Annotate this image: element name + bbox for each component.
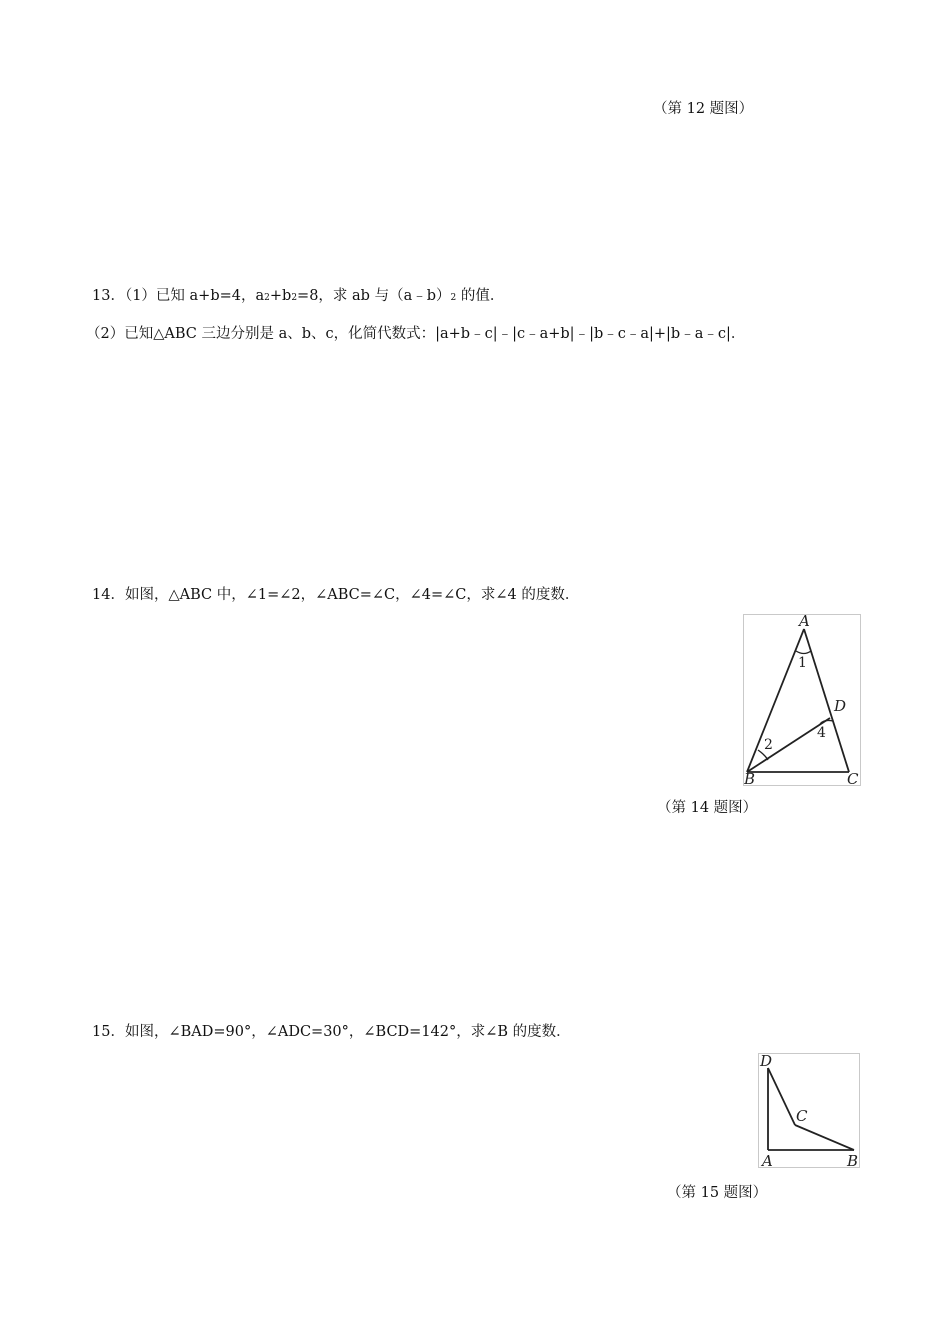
label-D: D bbox=[760, 1054, 773, 1070]
q13-text-b: +b bbox=[269, 288, 292, 304]
label-D: D bbox=[834, 697, 847, 715]
question-13-part1 bbox=[92, 287, 504, 307]
q13-exponent-1: 2 bbox=[264, 293, 270, 303]
label-A: A bbox=[762, 1152, 773, 1167]
segment-ab bbox=[747, 629, 804, 772]
angle-1-arc bbox=[796, 651, 811, 654]
label-angle-2: 2 bbox=[764, 737, 773, 753]
q13-exponent-3: 2 bbox=[450, 293, 457, 303]
label-C: C bbox=[796, 1107, 808, 1125]
figure-12-caption: （第 12 题图） bbox=[653, 101, 754, 117]
q13-text-a: 13．（1）已知 a+b=4，a bbox=[92, 288, 265, 304]
label-C: C bbox=[847, 770, 859, 785]
figure-14-caption: （第 14 题图） bbox=[657, 800, 758, 816]
question-14-text: 14．如图，△ABC 中，∠1=∠2，∠ABC=∠C，∠4=∠C，求∠4 的度数． bbox=[92, 587, 580, 603]
label-B: B bbox=[847, 1152, 859, 1167]
question-15-text: 15．如图，∠BAD=90°，∠ADC=30°，∠BCD=142°，求∠B 的度数． bbox=[92, 1024, 571, 1040]
q13-exponent-2: 2 bbox=[291, 293, 298, 303]
figure-14-triangle bbox=[743, 614, 861, 786]
figure-15-svg bbox=[759, 1054, 859, 1167]
label-angle-1: 1 bbox=[798, 655, 807, 671]
figure-15-quadrilateral bbox=[758, 1053, 860, 1168]
figure-15-caption: （第 15 题图） bbox=[667, 1185, 768, 1201]
q13-text-d: 的值． bbox=[456, 288, 505, 304]
figure-14-svg bbox=[744, 615, 860, 785]
q13-text-c: =8，求 ab 与（a﹣b） bbox=[297, 288, 451, 304]
question-13-part2: （2）已知△ABC 三边分别是 a、b、c，化简代数式：|a+b﹣c|﹣|c﹣a+b|﹣|b﹣c﹣a|+|b﹣a﹣c|． bbox=[86, 326, 746, 342]
label-B: B bbox=[744, 770, 756, 785]
label-angle-4: 4 bbox=[817, 725, 826, 741]
segment-bc bbox=[795, 1125, 854, 1150]
segment-cd bbox=[768, 1068, 795, 1125]
label-A: A bbox=[799, 615, 810, 630]
